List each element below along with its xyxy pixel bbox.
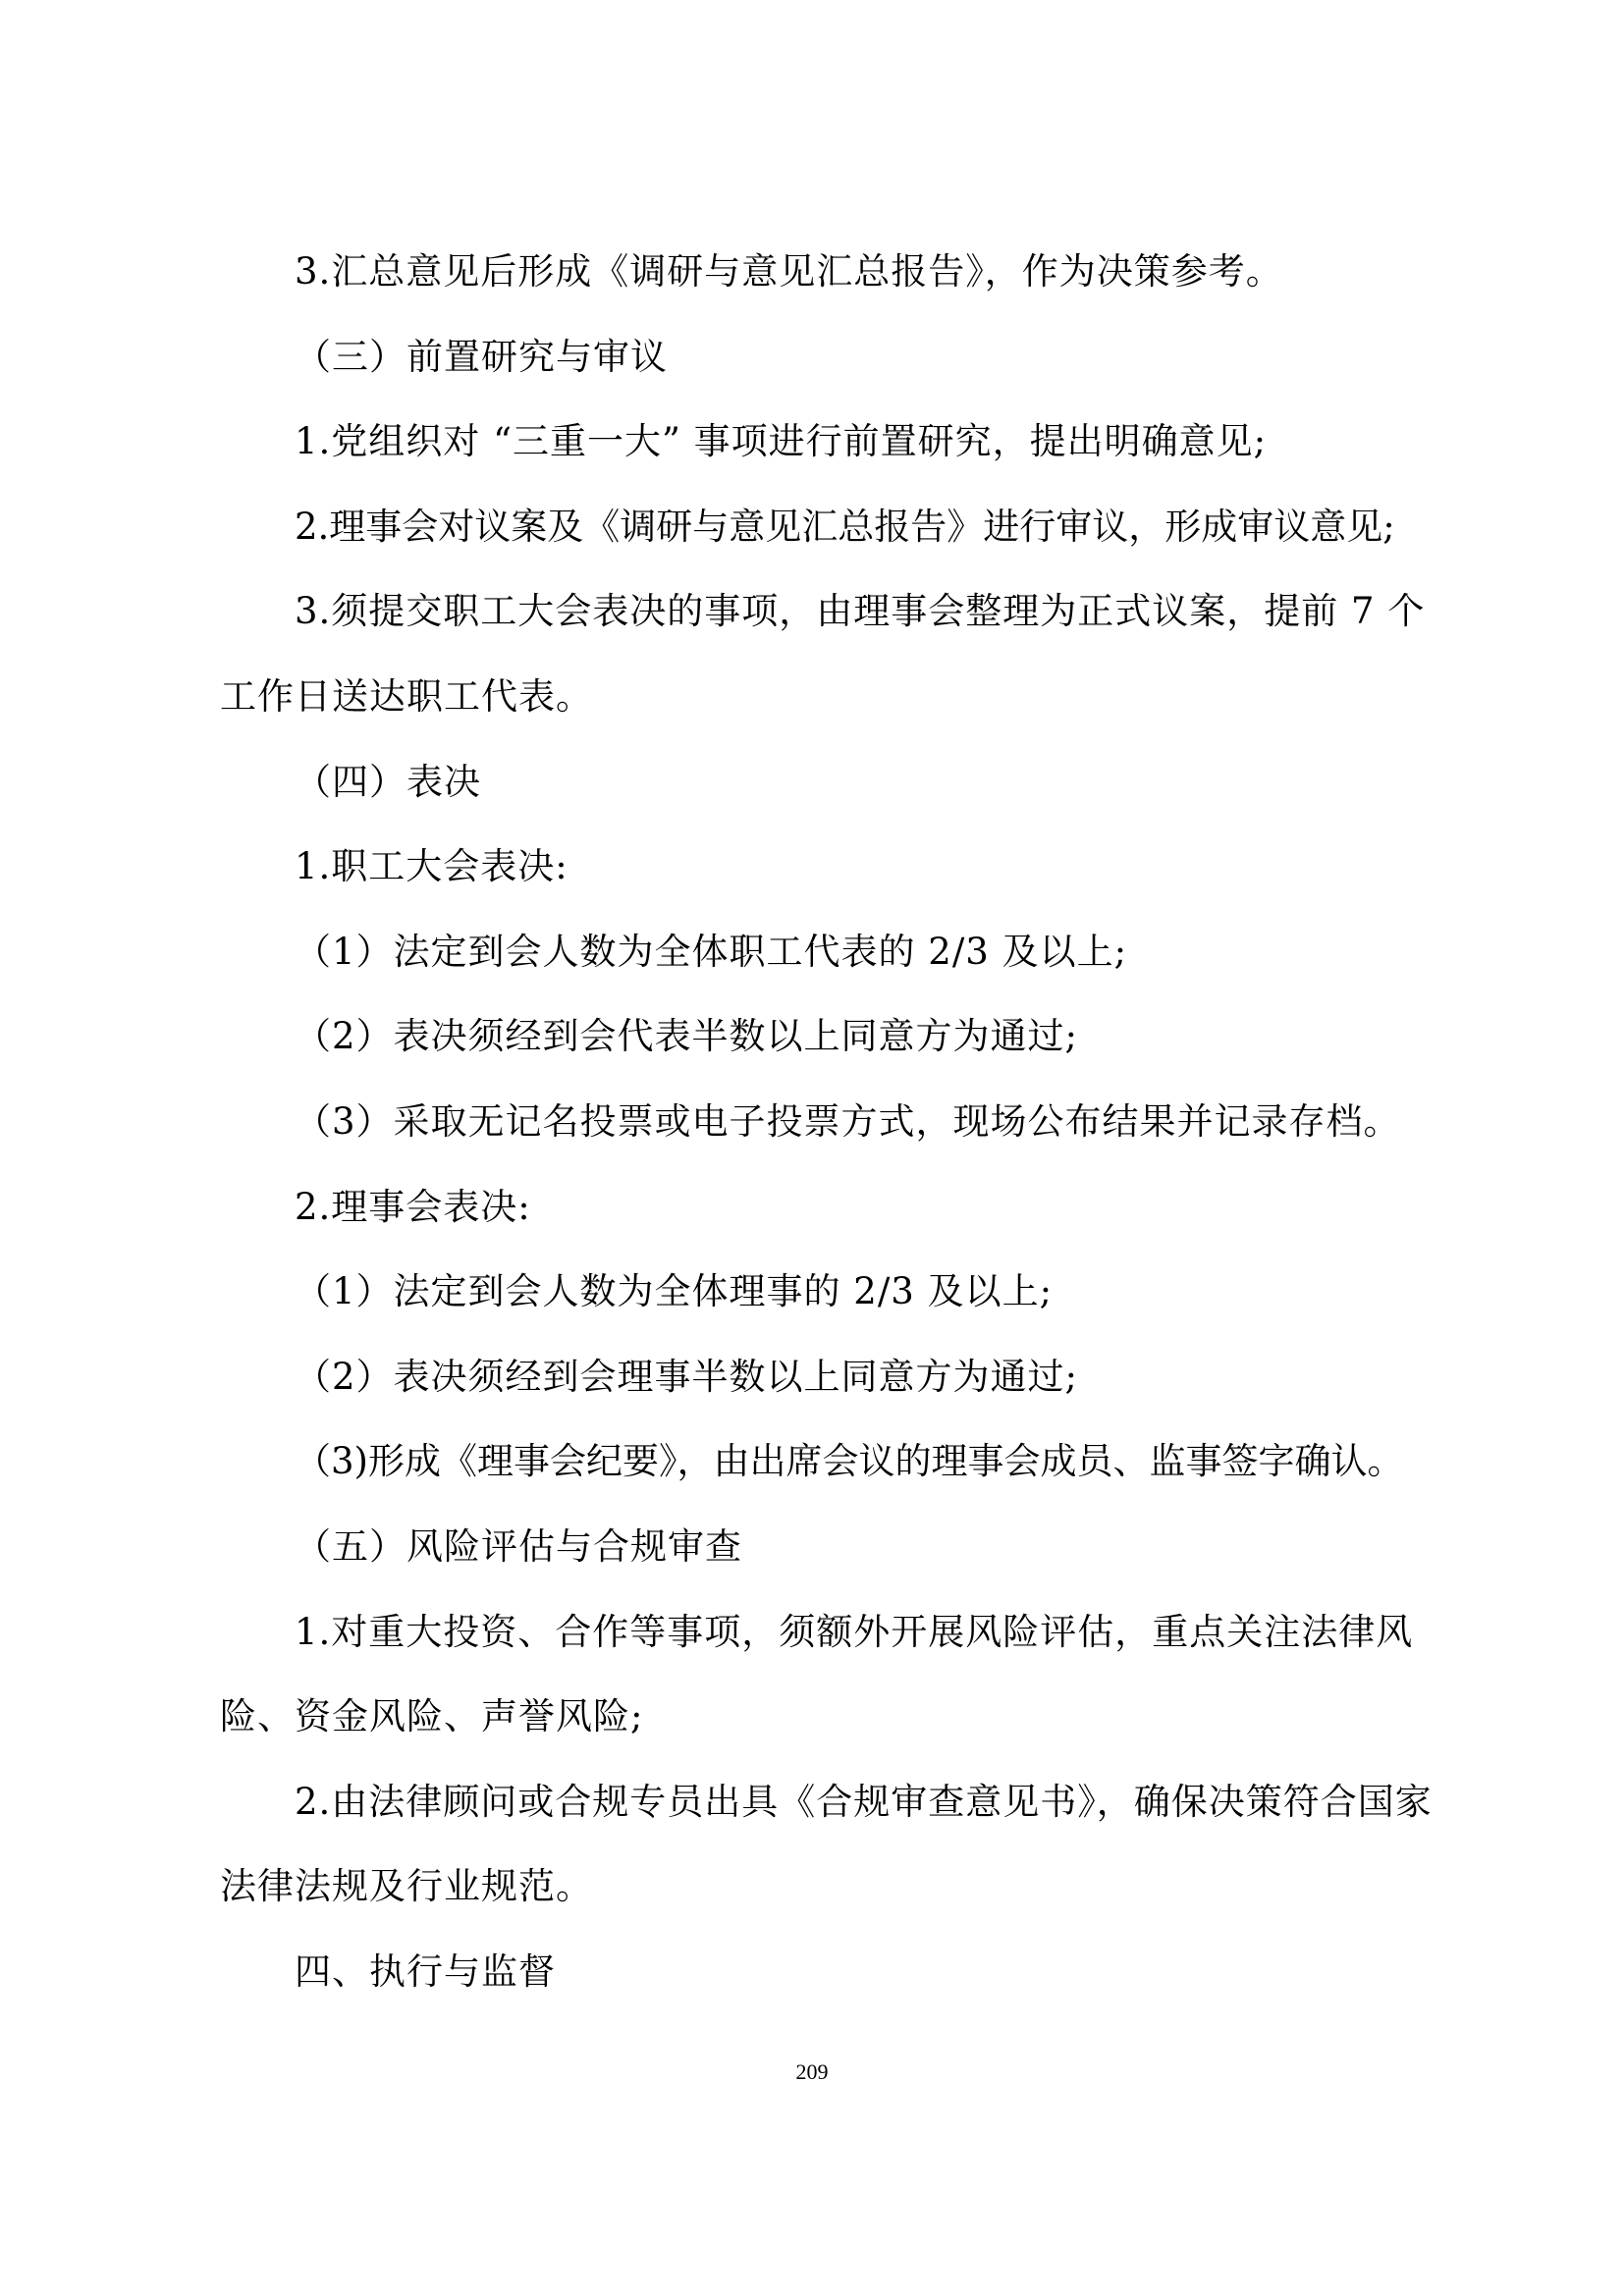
paragraph-risk-assessment: 1.对重大投资、合作等事项，须额外开展风险评估，重点关注法律风险、资金风险、声誉风险;: [220, 1610, 1414, 1738]
paragraph-council-vote: 2.理事会表决:: [295, 1185, 531, 1228]
document-body: [220, 230, 1434, 2014]
paragraph-ballot-method: （3）采取无记名投票或电子投票方式，现场公布结果并记录存档。: [295, 1099, 1401, 1143]
heading-execution-supervision: 四、执行与监督: [295, 1949, 556, 1993]
page-number: 209: [795, 2059, 829, 2084]
paragraph-staff-quorum: （1）法定到会人数为全体职工代表的 2/3 及以上;: [295, 930, 1128, 973]
paragraph-council-review: 2.理事会对议案及《调研与意见汇总报告》进行审议，形成审议意见;: [295, 505, 1395, 548]
paragraph-party-pre-research: 1.党组织对 “三重一大” 事项进行前置研究，提出明确意见;: [295, 420, 1268, 463]
paragraph-compliance-opinion: 2.由法律顾问或合规专员出具《合规审查意见书》，确保决策符合国家法律法规及行业规范。: [220, 1780, 1433, 1908]
paragraph-council-majority: （2）表决须经到会理事半数以上同意方为通过;: [295, 1355, 1079, 1398]
heading-voting: （四）表决: [295, 760, 481, 803]
heading-pre-research-review: （三）前置研究与审议: [295, 335, 668, 378]
paragraph-council-quorum: （1）法定到会人数为全体理事的 2/3 及以上;: [295, 1270, 1054, 1313]
heading-risk-compliance: （五）风险评估与合规审查: [295, 1524, 742, 1568]
paragraph-submit-proposal: 3.须提交职工大会表决的事项，由理事会整理为正式议案，提前 7 个工作日送达职工代表。: [220, 590, 1426, 718]
paragraph-summary-report: 3.汇总意见后形成《调研与意见汇总报告》，作为决策参考。: [295, 250, 1283, 293]
paragraph-staff-majority: （2）表决须经到会代表半数以上同意方为通过;: [295, 1015, 1079, 1058]
paragraph-staff-assembly-vote: 1.职工大会表决:: [295, 845, 568, 888]
paragraph-council-minutes: （3)形成《理事会纪要》，由出席会议的理事会成员、监事签字确认。: [295, 1440, 1404, 1483]
